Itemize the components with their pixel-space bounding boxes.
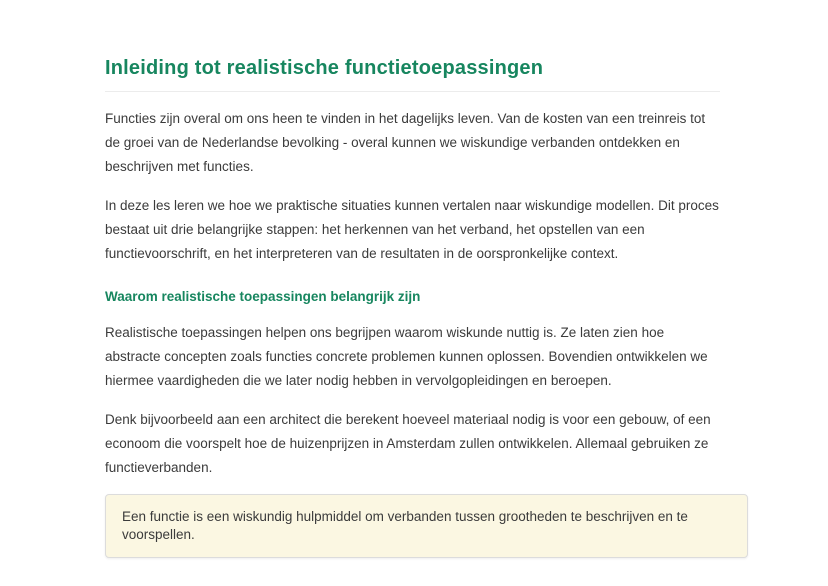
- callout-text: Een functie is een wiskundig hulpmiddel om verbanden tussen grootheden te beschrijven en te voorspellen.: [122, 509, 688, 542]
- article-content: [105, 56, 750, 558]
- intro-paragraph-1: Functies zijn overal om ons heen te vinden in het dagelijks leven. Van de kosten van een treinreis tot de groei van de Nederlandse bevolking - overal kunnen we wiskundige verbanden ontdekken en beschrijven met functies.: [105, 111, 706, 174]
- page-title: Inleiding tot realistische functietoepassingen: [105, 57, 544, 79]
- callout-box: [105, 494, 748, 558]
- intro-paragraph-2: In deze les leren we hoe we praktische situaties kunnen vertalen naar wiskundige modellen. Dit proces bestaat uit drie belangrijke stappen: het herkennen van het verband, het opstellen van een functievoorschrift, en het interpreteren van de resultaten in de oorspronkelijke context.: [105, 198, 719, 261]
- section-paragraph-2: Denk bijvoorbeeld aan een architect die berekent hoeveel materiaal nodig is voor een gebouw, of een econoom die voorspelt hoe de huizenprijzen in Amsterdam zullen ontwikkelen. Allemaal gebruiken ze functieverbanden.: [105, 412, 711, 475]
- section-heading: Waarom realistische toepassingen belangrijk zijn: [105, 289, 421, 304]
- section-paragraph-1: Realistische toepassingen helpen ons begrijpen waarom wiskunde nuttig is. Ze laten zien hoe abstracte concepten zoals functies concrete problemen kunnen oplossen. Bovendien ontwikkelen we hiermee vaardigheden die we later nodig hebben in vervolgopleidingen en beroepen.: [105, 325, 708, 388]
- title-divider: [105, 91, 720, 92]
